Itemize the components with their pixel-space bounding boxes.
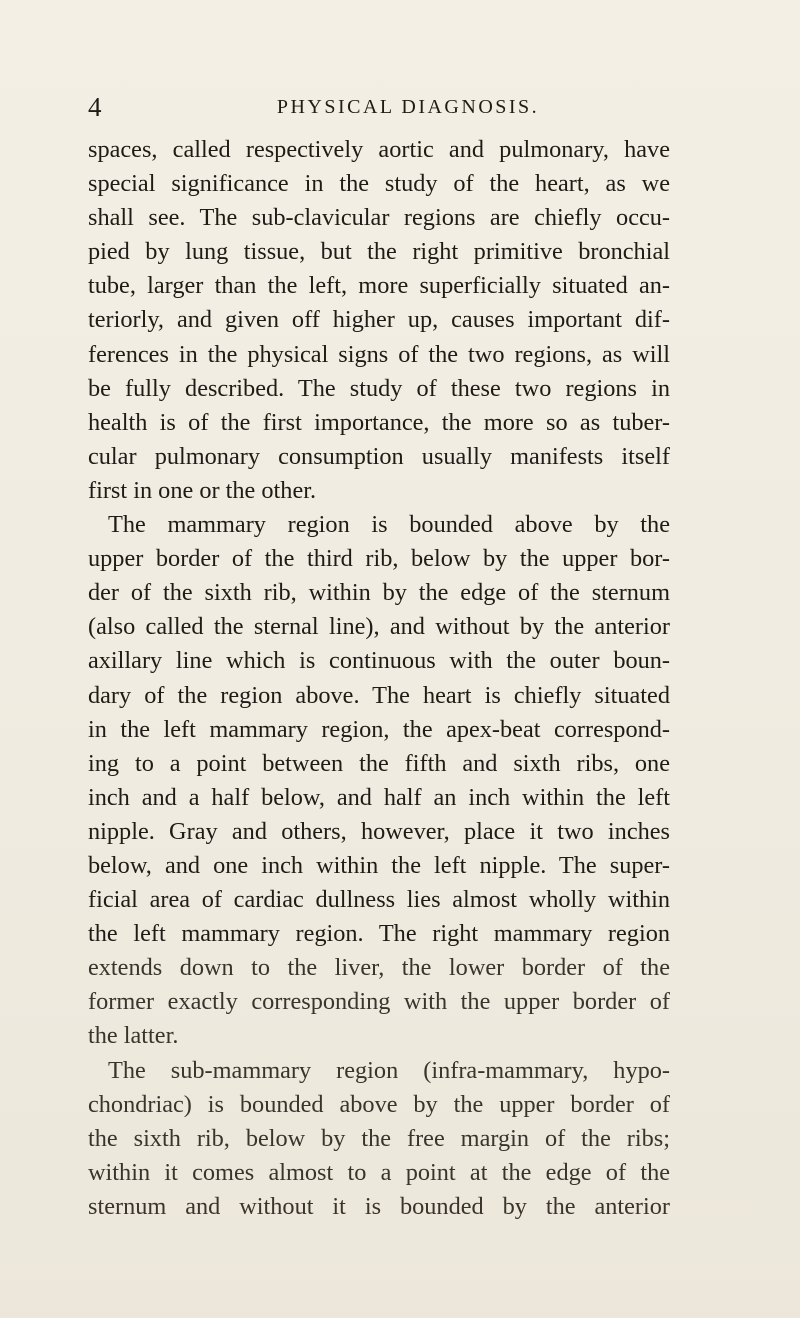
text-line: be fully described. The study of these two regions in (88, 374, 670, 402)
text-line: the sixth rib, below by the free margin of the ribs; (88, 1124, 670, 1152)
page-header (78, 92, 678, 122)
text-line: ing to a point between the fifth and sixth ribs, one (88, 749, 670, 777)
text-line: chondriac) is bounded above by the upper border of (88, 1090, 670, 1118)
body-text (88, 133, 670, 1224)
text-line: within it comes almost to a point at the edge of the (88, 1158, 670, 1186)
text-line: tube, larger than the left, more superficially situated an- (88, 272, 670, 300)
text-line: ferences in the physical signs of the two regions, as will (88, 340, 670, 368)
text-line: the left mammary region. The right mammary region (88, 920, 670, 948)
text-line: below, and one inch within the left nipple. The super- (88, 851, 670, 879)
running-head: PHYSICAL DIAGNOSIS. (276, 96, 540, 118)
text-line: shall see. The sub-clavicular regions are chiefly occu- (88, 204, 670, 232)
text-line: health is of the first importance, the more so as tuber- (88, 408, 670, 436)
text-line: The mammary region is bounded above by the (108, 511, 670, 539)
text-line: special significance in the study of the heart, as we (88, 170, 670, 198)
text-line: in the left mammary region, the apex-beat correspond- (88, 715, 670, 743)
text-line: ficial area of cardiac dullness lies almost wholly within (88, 886, 670, 914)
text-line: extends down to the liver, the lower border of the (88, 954, 670, 982)
text-line: nipple. Gray and others, however, place it two inches (88, 817, 670, 845)
text-line: dary of the region above. The heart is chiefly situated (88, 681, 670, 709)
text-line: teriorly, and given off higher up, causes important dif- (88, 306, 670, 334)
text-line: spaces, called respectively aortic and pulmonary, have (88, 136, 670, 163)
text-line: pied by lung tissue, but the right primitive bronchial (88, 238, 670, 266)
text-line: cular pulmonary consumption usually manifests itself (88, 442, 670, 470)
text-line: inch and a half below, and half an inch within the left (88, 783, 670, 811)
text-line: former exactly corresponding with the upper border of (88, 988, 670, 1016)
page-number: 4 (88, 92, 103, 122)
text-line: axillary line which is continuous with the outer boun- (88, 647, 670, 675)
text-line: first in one or the other. (88, 476, 317, 504)
text-line: the latter. (88, 1022, 179, 1050)
text-line: der of the sixth rib, within by the edge of the sternum (88, 579, 670, 607)
text-line: upper border of the third rib, below by the upper bor- (88, 545, 670, 573)
text-line: The sub-mammary region (infra-mammary, hypo- (108, 1056, 670, 1084)
text-line: (also called the sternal line), and without by the anterior (88, 613, 670, 641)
text-line: sternum and without it is bounded by the anterior (88, 1192, 670, 1220)
